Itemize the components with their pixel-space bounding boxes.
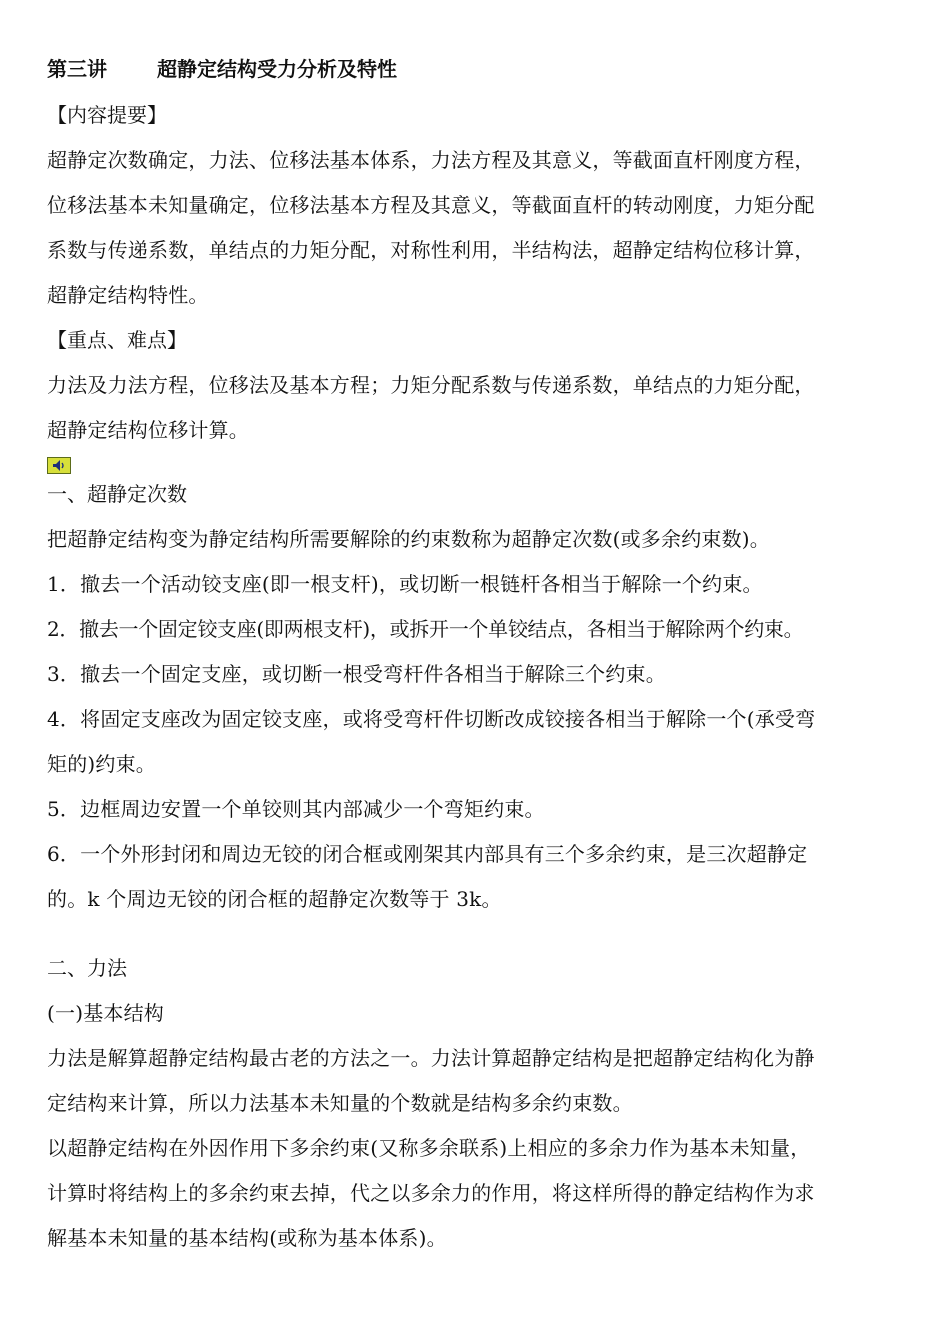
section1-item: 矩的)约束。 xyxy=(47,752,157,776)
summary-line: 系数与传递系数，单结点的力矩分配，对称性利用，半结构法，超静定结构位移计算， xyxy=(47,238,815,262)
summary-line: 超静定次数确定，力法、位移法基本体系，力法方程及其意义，等截面直杆刚度方程， xyxy=(47,148,815,172)
section2-subheading: (一)基本结构 xyxy=(47,1001,165,1025)
summary-line: 超静定结构特性。 xyxy=(47,283,209,307)
section1-item: 1．撤去一个活动铰支座(即一根支杆)，或切断一根链杆各相当于解除一个约束。 xyxy=(47,572,763,596)
keypoints-line: 超静定结构位移计算。 xyxy=(47,418,249,442)
section1-item: 5．边框周边安置一个单铰则其内部减少一个弯矩约束。 xyxy=(47,797,545,821)
document-page xyxy=(47,52,907,1261)
section2-para2-line: 以超静定结构在外因作用下多余约束(又称多余联系)上相应的多余力作为基本未知量， xyxy=(47,1136,811,1160)
section1-intro: 把超静定结构变为静定结构所需要解除的约束数称为超静定次数(或多余约束数)。 xyxy=(47,527,771,551)
speaker-icon[interactable] xyxy=(47,457,71,474)
section1-item: 的。k 个周边无铰的闭合框的超静定次数等于 3k。 xyxy=(47,887,502,911)
section1-heading: 一、超静定次数 xyxy=(47,482,187,506)
section1-item: 3．撤去一个固定支座，或切断一根受弯杆件各相当于解除三个约束。 xyxy=(47,662,666,686)
lecture-number: 第三讲 xyxy=(47,57,107,81)
page-title xyxy=(47,52,907,86)
section2-para2-line: 计算时将结构上的多余约束去掉，代之以多余力的作用，将这样所得的静定结构作为求 xyxy=(47,1181,815,1205)
keypoints-heading: 【重点、难点】 xyxy=(47,328,187,352)
section1-item: 2．撤去一个固定铰支座(即两根支杆)，或拆开一个单铰结点，各相当于解除两个约束。 xyxy=(47,617,804,641)
summary-line: 位移法基本未知量确定，位移法基本方程及其意义，等截面直杆的转动刚度，力矩分配 xyxy=(47,193,815,217)
spacer xyxy=(47,922,907,946)
section1-item: 4．将固定支座改为固定铰支座，或将受弯杆件切断改成铰接各相当于解除一个(承受弯 xyxy=(47,707,816,731)
section1-item: 6．一个外形封闭和周边无铰的闭合框或刚架其内部具有三个多余约束，是三次超静定 xyxy=(47,842,808,866)
section2-para2-line: 解基本未知量的基本结构(或称为基本体系)。 xyxy=(47,1226,447,1250)
summary-heading: 【内容提要】 xyxy=(47,103,167,127)
lecture-topic: 超静定结构受力分析及特性 xyxy=(157,57,397,81)
section2-para1-line: 定结构来计算，所以力法基本未知量的个数就是结构多余约束数。 xyxy=(47,1091,633,1115)
keypoints-line: 力法及力法方程，位移法及基本方程；力矩分配系数与传递系数，单结点的力矩分配， xyxy=(47,373,815,397)
section2-heading: 二、力法 xyxy=(47,956,127,980)
section2-para1-line: 力法是解算超静定结构最古老的方法之一。力法计算超静定结构是把超静定结构化为静 xyxy=(47,1046,815,1070)
